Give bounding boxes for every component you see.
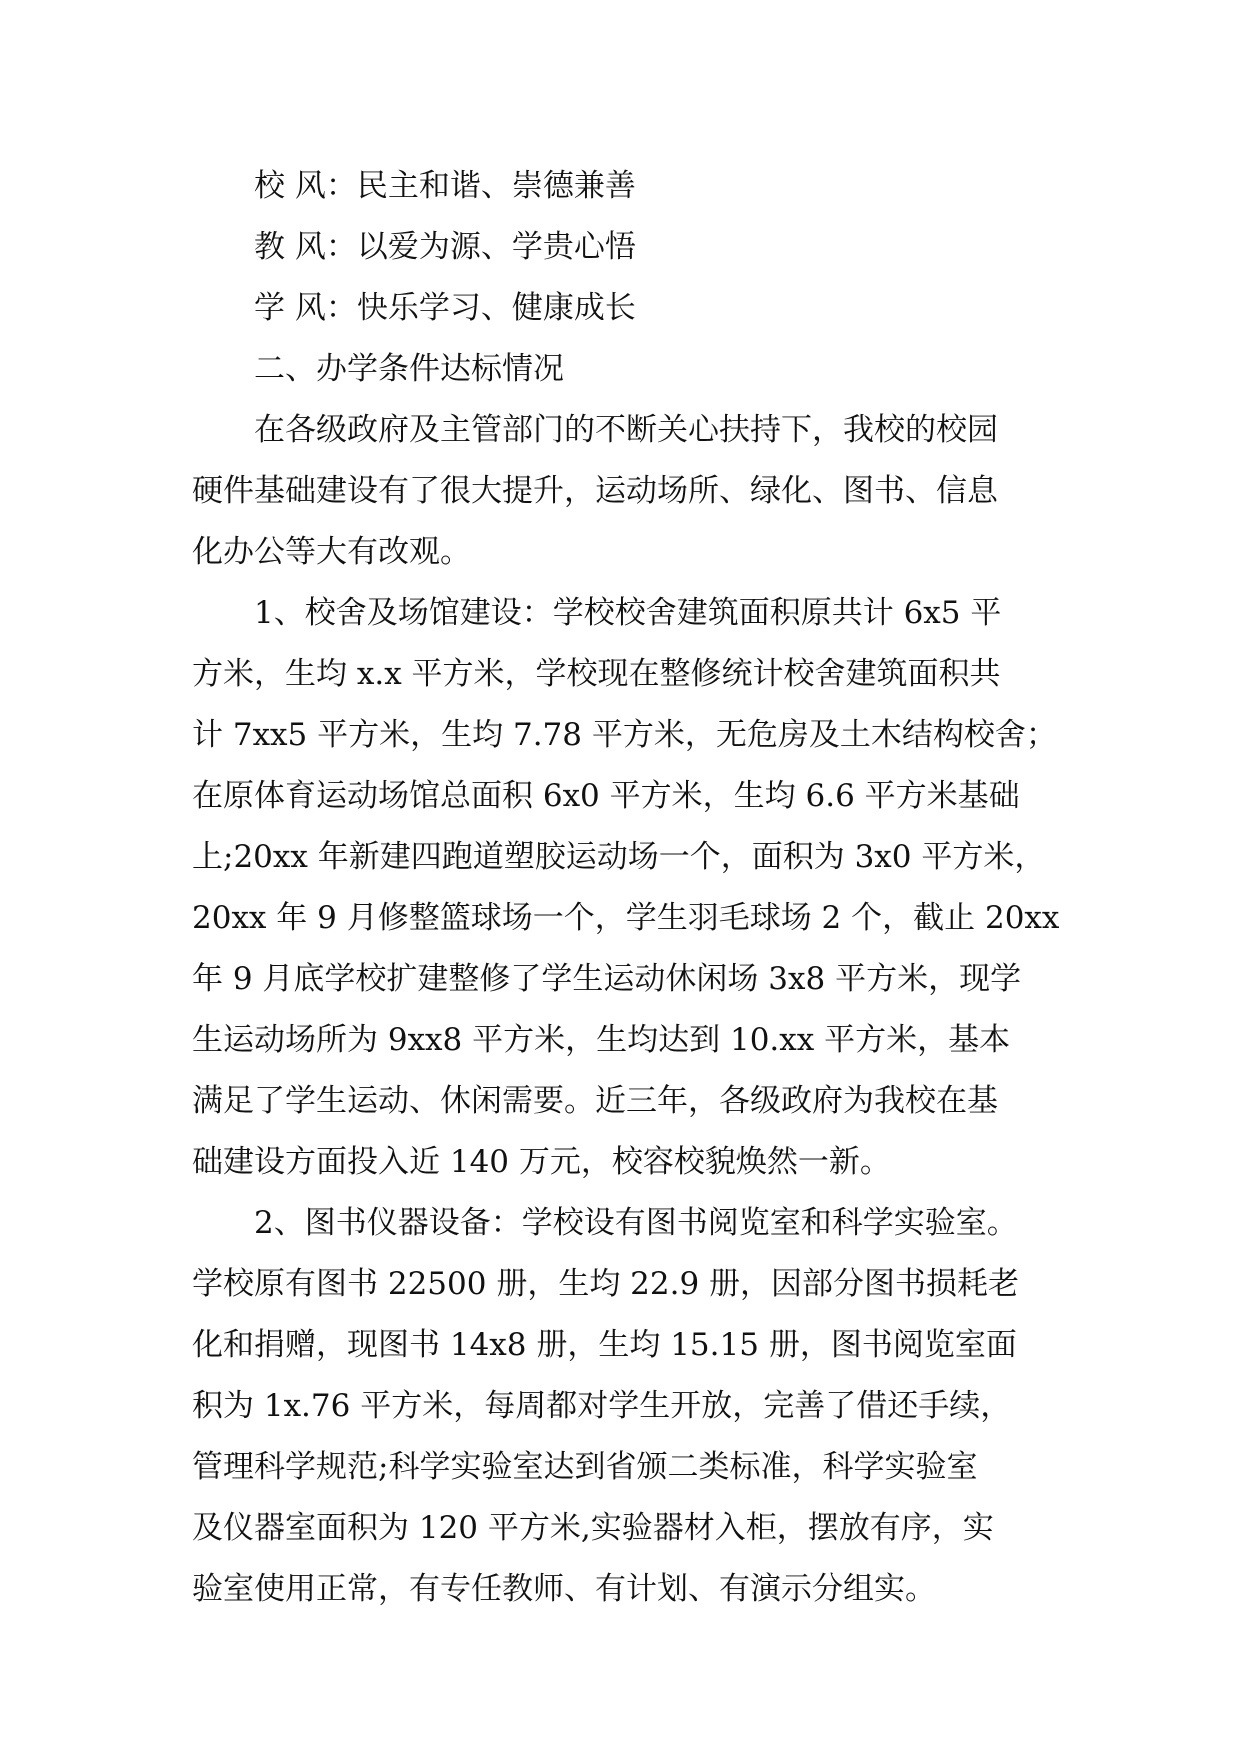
study-motto-line: 学 风：快乐学习、健康成长 [254,290,636,326]
paragraph-line: 生运动场所为 9xx8 平方米，生均达到 10.xx 平方米，基本 [192,1022,1011,1058]
paragraph-line: 年 9 月底学校扩建整修了学生运动休闲场 3x8 平方米，现学 [192,961,1022,997]
paragraph-line: 20xx 年 9 月修整篮球场一个，学生羽毛球场 2 个，截止 20xx [192,900,1060,936]
document-body [192,156,1060,1620]
paragraph-line: 硬件基础建设有了很大提升，运动场所、绿化、图书、信息 [192,473,998,509]
paragraph-line: 满足了学生运动、休闲需要。近三年，各级政府为我校在基 [192,1083,998,1119]
paragraph-line: 2、图书仪器设备：学校设有图书阅览室和科学实验室。 [254,1205,1018,1241]
paragraph-line: 计 7xx5 平方米，生均 7.78 平方米，无危房及土木结构校舍； [192,717,1057,753]
school-motto-line: 校 风：民主和谐、崇德兼善 [254,168,636,204]
paragraph-line: 化和捐赠，现图书 14x8 册，生均 15.15 册，图书阅览室面 [192,1327,1017,1363]
paragraph-line: 管理科学规范;科学实验室达到省颁二类标准，科学实验室 [192,1449,978,1485]
paragraph-line: 及仪器室面积为 120 平方米,实验器材入柜，摆放有序，实 [192,1510,994,1546]
paragraph-line: 在原体育运动场馆总面积 6x0 平方米，生均 6.6 平方米基础 [192,778,1020,814]
paragraph-line: 方米，生均 x.x 平方米，学校现在整修统计校舍建筑面积共 [192,656,1001,692]
paragraph-line: 础建设方面投入近 140 万元，校容校貌焕然一新。 [192,1144,891,1180]
teaching-motto-line: 教 风：以爱为源、学贵心悟 [254,229,636,265]
paragraph-line: 学校原有图书 22500 册，生均 22.9 册，因部分图书损耗老 [192,1266,1020,1302]
paragraph-line: 验室使用正常，有专任教师、有计划、有演示分组实。 [192,1571,936,1607]
paragraph-line: 1、校舍及场馆建设：学校校舍建筑面积原共计 6x5 平 [254,595,1002,631]
paragraph-line: 在各级政府及主管部门的不断关心扶持下，我校的校园 [254,412,998,448]
section-heading: 二、办学条件达标情况 [254,351,564,387]
paragraph-line: 积为 1x.76 平方米，每周都对学生开放，完善了借还手续， [192,1388,1012,1424]
paragraph-line: 上;20xx 年新建四跑道塑胶运动场一个，面积为 3x0 平方米， [192,839,1046,875]
paragraph-line: 化办公等大有改观。 [192,534,471,570]
